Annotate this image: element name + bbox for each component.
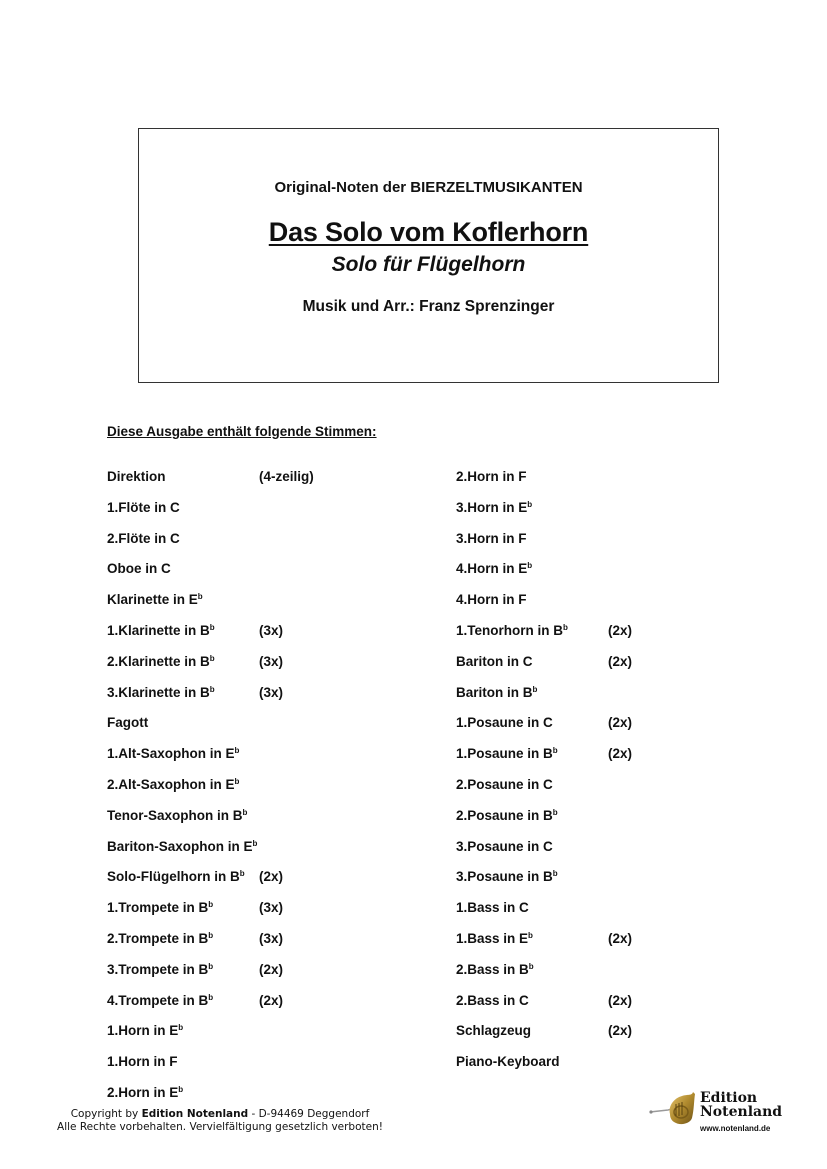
part-name-text: Tenor-Saxophon in B xyxy=(107,807,243,823)
part-name xyxy=(456,500,532,515)
part-name-text: 4.Horn in E xyxy=(456,561,528,577)
part-name-text: 3.Horn in F xyxy=(456,530,527,546)
part-name xyxy=(456,1023,531,1038)
part-name-text: 2.Horn in E xyxy=(107,1084,179,1100)
part-name xyxy=(456,962,534,977)
part-name xyxy=(107,1085,183,1100)
part-name-text: Direktion xyxy=(107,469,166,484)
part-name-text: Oboe in C xyxy=(107,561,171,577)
part-name xyxy=(107,561,171,576)
series-label: Original-Noten der BIERZELTMUSIKANTEN xyxy=(274,179,583,196)
copyright-line xyxy=(40,1108,400,1121)
part-count: (2x) xyxy=(608,992,633,1008)
part-count: (3x) xyxy=(259,684,284,700)
part-name-text: 4.Horn in F xyxy=(456,592,527,608)
part-name xyxy=(456,685,537,700)
flat-sign: b xyxy=(208,992,214,1002)
flat-sign: b xyxy=(178,1023,184,1033)
part-name-text: 1.Posaune in C xyxy=(456,715,553,731)
part-count: (2x) xyxy=(259,992,284,1008)
part-name xyxy=(456,592,527,607)
part-name xyxy=(107,685,215,700)
part-name-text: 2.Horn in F xyxy=(456,469,527,484)
parts-heading: Diese Ausgabe enthält folgende Stimmen: xyxy=(107,424,377,439)
part-count: (2x) xyxy=(608,622,633,638)
part-count: (2x) xyxy=(608,1023,633,1039)
flat-sign: b xyxy=(178,1084,184,1094)
flat-sign: b xyxy=(552,869,558,879)
part-name-text: 1.Flöte in C xyxy=(107,499,180,515)
part-name xyxy=(107,808,247,823)
part-name xyxy=(456,1054,560,1069)
part-name xyxy=(456,839,553,854)
part-name-text: 2.Alt-Saxophon in E xyxy=(107,776,235,792)
part-name-text: 3.Horn in E xyxy=(456,499,528,515)
part-count: (4-zeilig) xyxy=(259,469,314,484)
part-name-text: Piano-Keyboard xyxy=(456,1054,560,1070)
part-name-text: 1.Klarinette in B xyxy=(107,622,210,638)
flat-sign: b xyxy=(234,746,240,756)
flat-sign: b xyxy=(239,869,245,879)
flat-sign: b xyxy=(527,561,533,571)
part-count: (2x) xyxy=(608,715,633,731)
flat-sign: b xyxy=(197,592,203,602)
part-name-text: 1.Bass in E xyxy=(456,930,529,946)
part-name-text: 1.Bass in C xyxy=(456,900,529,916)
part-name xyxy=(456,561,532,576)
part-name-text: 2.Posaune in C xyxy=(456,776,553,792)
flat-sign: b xyxy=(209,653,215,663)
part-name-text: Bariton in C xyxy=(456,653,533,669)
flat-sign: b xyxy=(208,900,214,910)
part-name xyxy=(456,931,533,946)
part-name-text: 2.Flöte in C xyxy=(107,530,180,546)
flat-sign: b xyxy=(528,930,533,940)
part-name xyxy=(456,654,533,669)
flat-sign: b xyxy=(528,961,534,971)
part-name xyxy=(107,654,215,669)
part-name xyxy=(107,592,203,607)
part-name xyxy=(107,777,239,792)
part-name xyxy=(107,962,213,977)
part-count: (3x) xyxy=(259,653,284,669)
part-count: (3x) xyxy=(259,900,284,916)
flat-sign: b xyxy=(242,807,248,817)
part-name-text: 1.Horn in F xyxy=(107,1054,178,1070)
flat-sign: b xyxy=(563,622,568,632)
flat-sign: b xyxy=(532,684,538,694)
part-name xyxy=(456,993,529,1008)
part-count: (2x) xyxy=(608,746,633,762)
rights-line: Alle Rechte vorbehalten. Vervielfältigung gesetzlich verboten! xyxy=(57,1121,383,1133)
part-name xyxy=(107,1023,183,1038)
part-name xyxy=(107,993,213,1008)
part-count: (3x) xyxy=(259,622,284,638)
flat-sign: b xyxy=(209,684,215,694)
flat-sign: b xyxy=(552,746,558,756)
piece-title: Das Solo vom Koflerhorn xyxy=(268,217,589,247)
flat-sign: b xyxy=(527,499,533,509)
part-name xyxy=(107,500,180,515)
part-name xyxy=(456,777,553,792)
part-name-text: 3.Posaune in B xyxy=(456,869,553,885)
part-name-text: 2.Klarinette in B xyxy=(107,653,210,669)
flat-sign: b xyxy=(252,838,258,848)
copyright-notice xyxy=(40,1108,400,1134)
copyright-prefix: Copyright by xyxy=(70,1108,142,1120)
part-name-text: Klarinette in E xyxy=(107,592,198,608)
part-name-text: Fagott xyxy=(107,715,149,731)
flat-sign: b xyxy=(552,807,558,817)
part-count: (2x) xyxy=(259,869,284,885)
part-name-text: 2.Posaune in B xyxy=(456,807,553,823)
part-name-text: Bariton-Saxophon in E xyxy=(107,838,253,854)
part-name xyxy=(107,746,239,761)
part-name-text: 1.Alt-Saxophon in E xyxy=(107,746,235,762)
part-name xyxy=(456,808,558,823)
part-name xyxy=(456,746,558,761)
logo-line2: Notenland xyxy=(700,1104,783,1120)
part-name xyxy=(107,623,215,638)
part-name xyxy=(456,531,527,546)
part-name-text: 1.Posaune in B xyxy=(456,746,553,762)
part-name-text: 1.Trompete in B xyxy=(107,900,209,916)
publisher-logo xyxy=(648,1086,788,1140)
part-count: (2x) xyxy=(608,930,633,946)
part-name-text: 3.Posaune in C xyxy=(456,838,553,854)
part-name xyxy=(107,931,213,946)
composer-credit: Musik und Arr.: Franz Sprenzinger xyxy=(302,298,555,315)
part-name-text: 1.Horn in E xyxy=(107,1023,179,1039)
part-name xyxy=(107,869,245,884)
logo-line1: Edition xyxy=(700,1090,758,1106)
flat-sign: b xyxy=(208,961,214,971)
flat-sign: b xyxy=(208,930,214,940)
part-name xyxy=(107,531,180,546)
part-name xyxy=(107,839,257,854)
part-name xyxy=(107,900,213,915)
copyright-suffix: - D-94469 Deggendorf xyxy=(248,1108,370,1120)
part-name-text: Schlagzeug xyxy=(456,1023,532,1039)
part-name xyxy=(456,469,527,484)
part-name xyxy=(456,623,568,638)
part-name-text: 1.Tenorhorn in B xyxy=(456,622,563,638)
copyright-publisher: Edition Notenland xyxy=(141,1108,249,1120)
logo-url: www.notenland.de xyxy=(700,1124,771,1133)
part-name-text: 3.Trompete in B xyxy=(107,961,209,977)
part-name xyxy=(107,469,166,484)
part-name-text: Bariton in B xyxy=(456,684,533,700)
flat-sign: b xyxy=(209,622,215,632)
part-name xyxy=(107,715,148,730)
part-name xyxy=(456,869,558,884)
part-name xyxy=(456,900,529,915)
part-name-text: 2.Bass in C xyxy=(456,992,529,1008)
piece-subtitle: Solo für Flügelhorn xyxy=(331,253,526,276)
flugelhorn-icon xyxy=(648,1088,696,1128)
part-name-text: Solo-Flügelhorn in B xyxy=(107,869,240,885)
title-box xyxy=(138,128,719,383)
part-count: (2x) xyxy=(608,653,633,669)
part-name-text: 2.Trompete in B xyxy=(107,930,209,946)
part-count: (3x) xyxy=(259,930,284,946)
part-name xyxy=(456,715,553,730)
part-name-text: 2.Bass in B xyxy=(456,961,529,977)
part-name xyxy=(107,1054,178,1069)
part-name-text: 3.Klarinette in B xyxy=(107,684,210,700)
part-count: (2x) xyxy=(259,961,284,977)
flat-sign: b xyxy=(234,776,240,786)
part-name-text: 4.Trompete in B xyxy=(107,992,209,1008)
